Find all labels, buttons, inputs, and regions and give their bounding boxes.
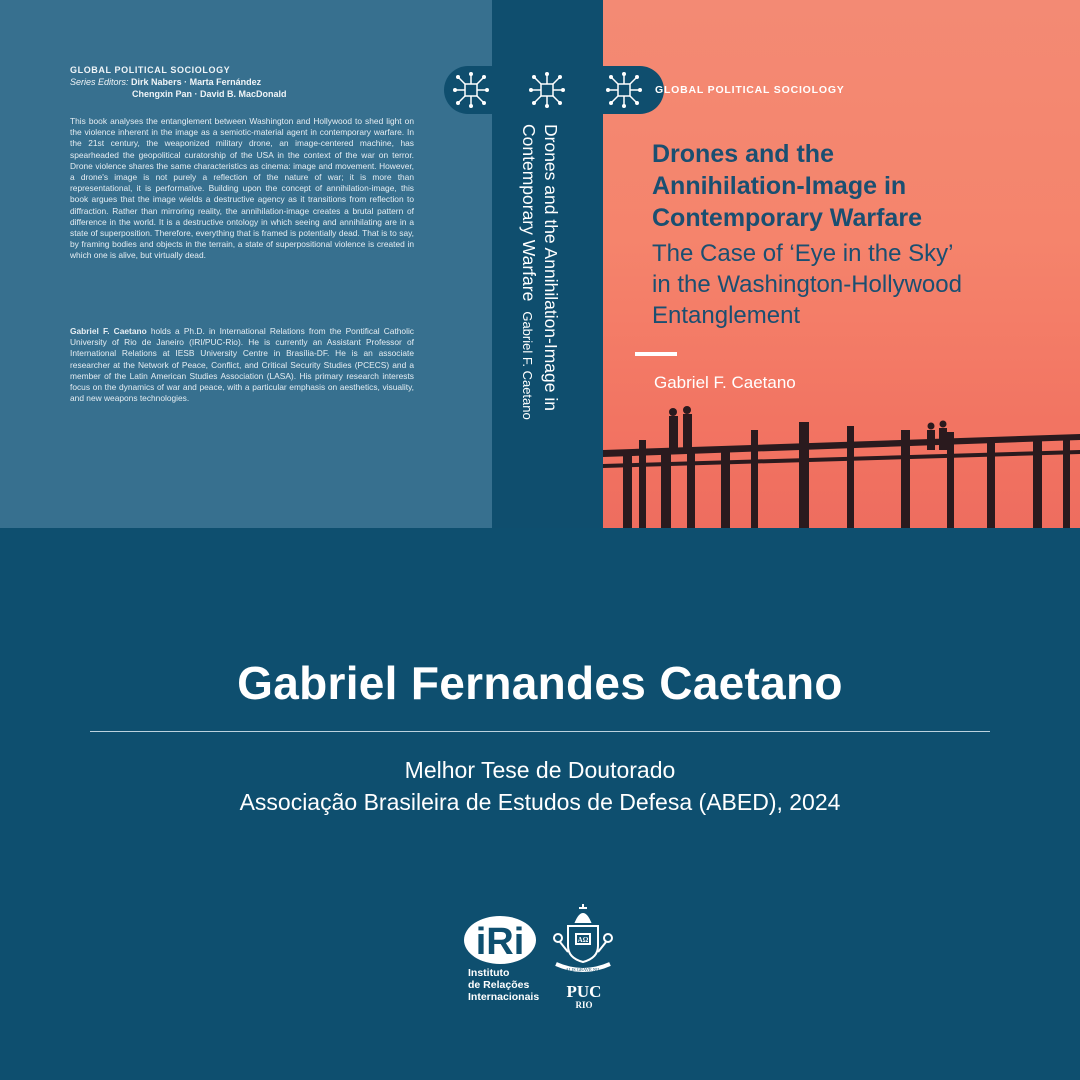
svg-text:AΩ: AΩ xyxy=(577,936,589,944)
front-subtitle-line: The Case of ‘Eye in the Sky’ xyxy=(652,240,954,267)
spine-author: Gabriel F. Caetano xyxy=(520,311,535,420)
award-organization: Associação Brasileira de Estudos de Defesa (ABED), 2024 xyxy=(239,789,841,815)
front-title-line: Annihilation-Image in xyxy=(652,172,907,200)
network-icon xyxy=(451,70,491,110)
front-divider xyxy=(635,352,677,356)
series-editors-names2: Chengxin Pan · David B. MacDonald xyxy=(132,89,287,99)
iri-text-line: Internacionais xyxy=(468,991,540,1003)
front-subtitle-line: in the Washington-Hollywood xyxy=(652,271,962,298)
author-bio xyxy=(70,326,414,404)
iri-logo-text xyxy=(468,967,539,1003)
series-editors-names1: Dirk Nabers · Marta Fernández xyxy=(131,77,262,87)
series-editors-label: Series Editors: xyxy=(70,77,129,87)
front-title-line: Drones and the xyxy=(652,140,834,168)
front-author: Gabriel F. Caetano xyxy=(654,373,796,392)
book-description: This book analyses the entanglement between Washington and Hollywood to shed light on the violence inherent in the image as a semiotic-material agent in contemporary warfare. In the 21st century, the weaponized military drone, an image-centered machine, has spearheaded the geopolitical curatorship of the USA in the context of the war on terror. Drone violence shares the same characteristics as cinema: image and movement. However, a drone's image is not purely a reflection of the nature of war; it is more than representational, it is performative. Building upon the concept of annihilation-image, this book argues that the image wields a destructive agency as it transitions from reflection to diffraction. Rather than mirroring reality, the annihilation-image creates a brutal pattern of difference in the world. It is a destructive ontology in which seeing and annihilating are in a state of superposition. Therefore, everything that is framed is potentially dead. That is to say, by framing bodies and objects in the terrain, a state of superpositional violence is created in which one is alive, but virtually dead. xyxy=(70,116,414,261)
divider xyxy=(90,731,990,732)
book-cover-image xyxy=(0,0,1080,528)
author-bio-name: Gabriel F. Caetano xyxy=(70,326,147,336)
spine-text xyxy=(498,124,598,454)
front-subtitle xyxy=(652,238,1072,331)
puc-logo-subtext: RIO xyxy=(575,1000,593,1010)
bridge-silhouette xyxy=(603,400,1080,528)
front-title xyxy=(652,138,1062,234)
iri-logo xyxy=(462,914,542,966)
iri-logo-mark: iRi xyxy=(475,921,525,963)
puc-motto: ALIS GRAVE NIL xyxy=(565,967,601,972)
puc-logo-text: PUC xyxy=(566,982,602,1001)
front-subtitle-line: Entanglement xyxy=(652,302,801,329)
iri-text-line: de Relações xyxy=(468,979,530,991)
spine-title-line2-text: Contemporary Warfare xyxy=(519,124,539,302)
back-series-info xyxy=(70,64,287,100)
front-series-title: GLOBAL POLITICAL SOCIOLOGY xyxy=(655,84,845,96)
iri-text-line: Instituto xyxy=(468,967,510,979)
series-editors-line1 xyxy=(70,76,287,88)
winner-name: Gabriel Fernandes Caetano xyxy=(237,657,843,709)
back-series-title: GLOBAL POLITICAL SOCIOLOGY xyxy=(70,65,231,75)
network-icon xyxy=(527,70,567,110)
front-title-line: Contemporary Warfare xyxy=(652,204,922,232)
author-bio-text: holds a Ph.D. in International Relations from the Pontifical Catholic University of Rio de Janeiro (IRI/PUC-Rio). He is currently an Assistant Professor of International Relations at IESB University Centre in Brasília-DF. He is an associate researcher at the Network of Peace, Conflict, and Critical Security Studies (PCECS) and a member of the Latin American Studies Association (LASA). His primary research interests focus on the dynamics of war and peace, with a particular emphasis on aesthetics, visuality, and new weapons technologies. xyxy=(70,326,414,404)
puc-rio-crest xyxy=(548,900,618,980)
spine-title-line2 xyxy=(516,124,540,464)
spine-title-line1: Drones and the Annihilation-Image in xyxy=(541,124,561,411)
award-title: Melhor Tese de Doutorado xyxy=(404,757,676,783)
network-icon xyxy=(604,70,644,110)
